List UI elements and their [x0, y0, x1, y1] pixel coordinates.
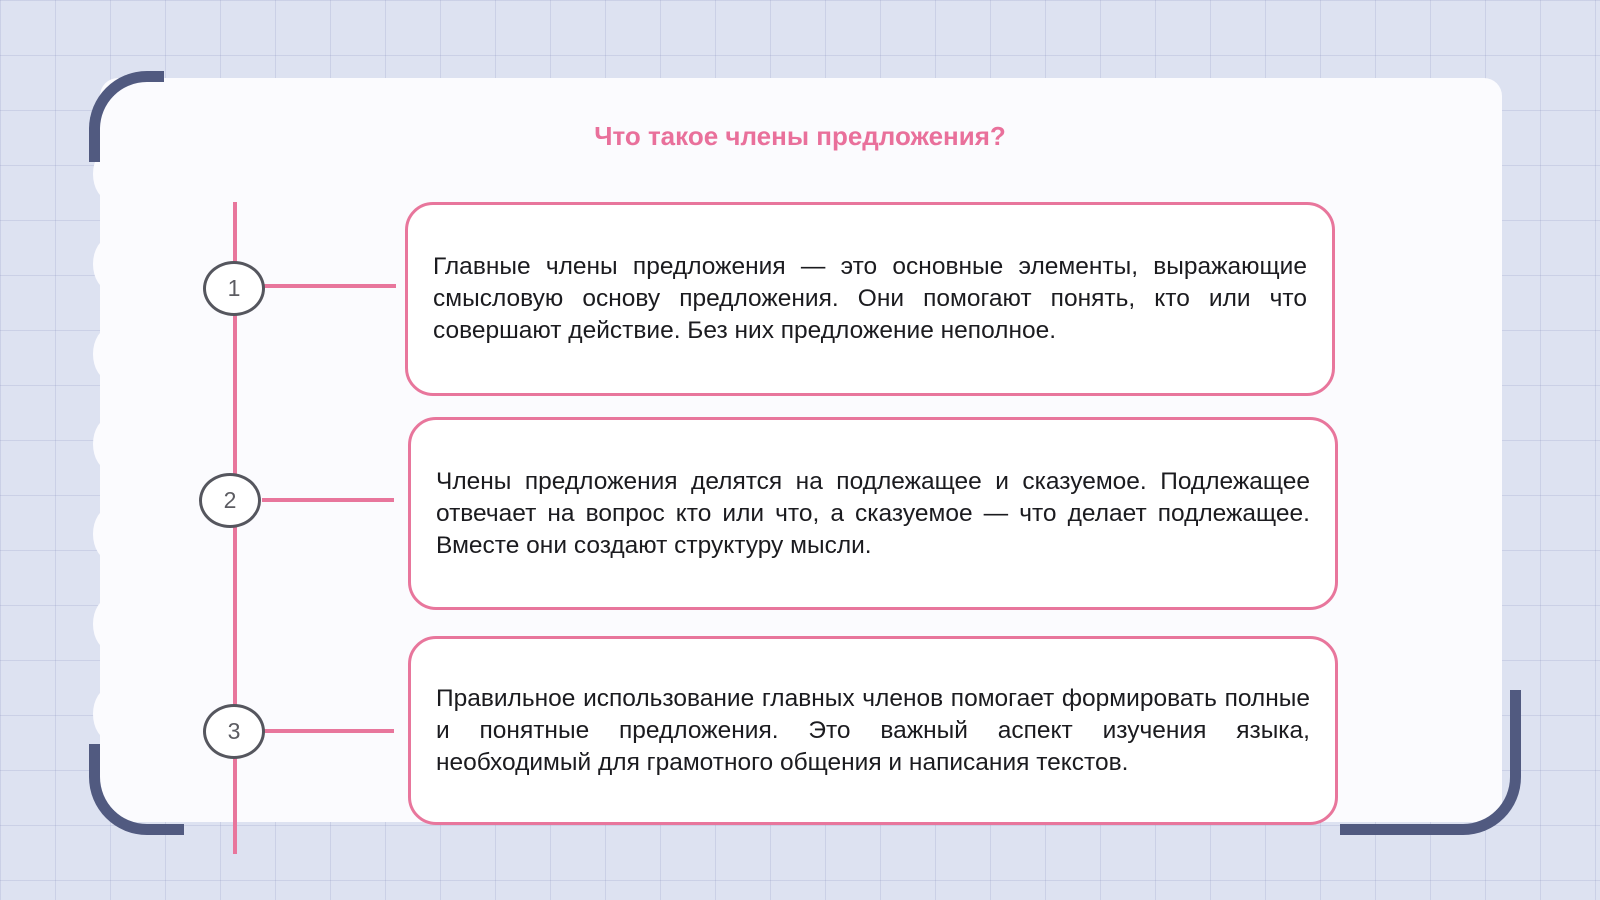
- corner-bracket-bottom-right: [1340, 690, 1521, 835]
- info-box-2: [408, 417, 1338, 610]
- scallop-edge: [93, 418, 127, 470]
- step-number-3: 3: [203, 704, 265, 759]
- scallop-edge: [93, 598, 127, 650]
- slide-title: Что такое члены предложения?: [594, 121, 1006, 151]
- connector-line-3: [262, 729, 394, 733]
- connector-line-1: [262, 284, 396, 288]
- connector-line-2: [262, 498, 394, 502]
- scallop-edge: [93, 238, 127, 290]
- info-text-2: Члены предложения делятся на подлежащее и сказуемое. Подлежащее отвечает на вопрос кто или что, а сказуемое — что делает подлежащее. Вместе они создают структуру мысли.: [436, 467, 1310, 559]
- info-text-1: Главные члены предложения — это основные элементы, выражающие смысловую основу предложения. Они помогают понять, кто или что совершают действие. Без них предложение неполное.: [433, 253, 1307, 344]
- info-box-3: [408, 636, 1338, 825]
- scallop-edge: [93, 508, 127, 560]
- scallop-edge: [93, 688, 127, 740]
- info-text-3: Правильное использование главных членов помогает формировать полные и понятные предложения. Это важный аспект изучения языка, необходимый для грамотного общения и написания текстов.: [436, 684, 1310, 776]
- step-number-1: 1: [203, 261, 265, 316]
- info-box-1: [405, 202, 1335, 396]
- scallop-edge: [93, 328, 127, 380]
- corner-bracket-bottom-left: [89, 744, 184, 835]
- step-number-2: 2: [199, 473, 261, 528]
